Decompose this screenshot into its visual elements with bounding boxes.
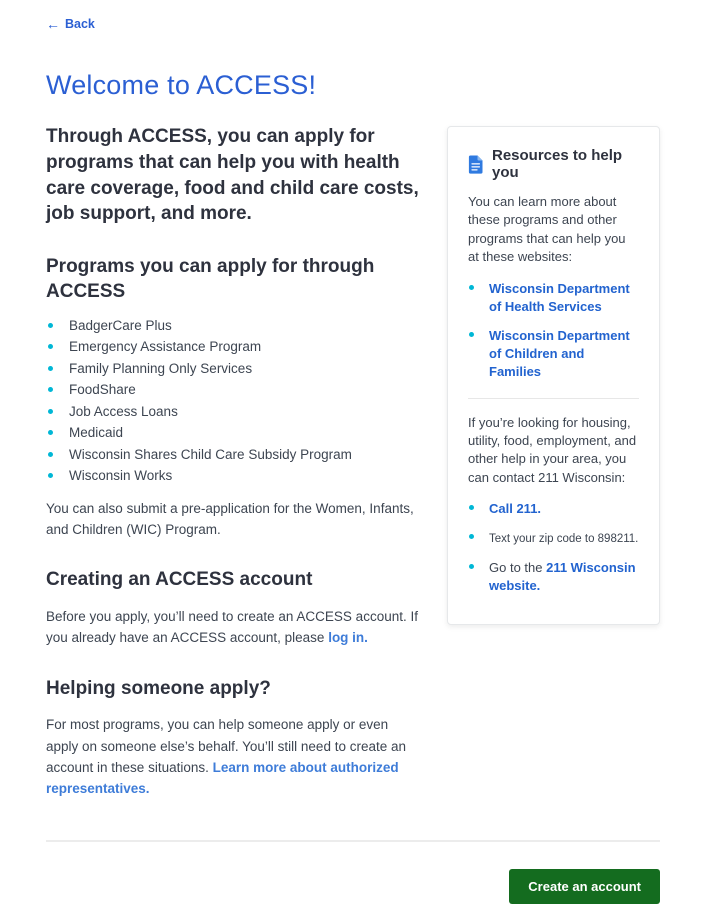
program-item: Wisconsin Works: [46, 467, 422, 485]
helping-text: For most programs, you can help someone apply or even apply on someone else’s behalf. You’ll still need to create an account in these situations.: [46, 717, 406, 776]
authorized-representatives-link[interactable]: Learn more about authorized representatives.: [46, 760, 399, 797]
program-item: Medicaid: [46, 424, 422, 442]
area-help-text: If you’re looking for housing, utility, food, employment, and other help in your area, you can contact 211 Wisconsin:: [468, 414, 637, 485]
page-title: Welcome to ACCESS!: [46, 70, 317, 100]
helping-paragraph: [46, 714, 422, 799]
resources-title: Resources to help you: [492, 147, 623, 181]
program-item: Family Planning Only Services: [46, 360, 422, 378]
contact-item-text: Go to the: [489, 560, 547, 576]
contact-link[interactable]: Call 211.: [489, 501, 542, 517]
main-content: [46, 101, 422, 800]
resource-link[interactable]: Wisconsin Department of Health Services: [489, 280, 630, 314]
content-row: [46, 101, 660, 800]
resources-card: [447, 126, 660, 625]
programs-heading: Programs you can apply for through ACCESS: [46, 256, 375, 302]
create-account-button[interactable]: Create an account: [509, 869, 660, 904]
resources-card-header: [468, 147, 639, 181]
wic-note: You can also submit a pre-application for the Women, Infants, and Children (WIC) Program.: [46, 500, 414, 538]
contact-link[interactable]: 211 Wisconsin website.: [489, 560, 636, 594]
back-link[interactable]: [46, 17, 95, 31]
footer: [46, 869, 660, 904]
account-text: Before you apply, you’ll need to create an ACCESS account. If you already have an ACCESS account, please: [46, 609, 418, 646]
back-label: Back: [65, 17, 95, 31]
resource-link[interactable]: Wisconsin Department of Children and Families: [489, 327, 630, 379]
document-icon: [468, 155, 484, 174]
left-arrow-icon: ←: [46, 16, 60, 32]
contact-item: [468, 559, 639, 595]
contact-item: [468, 500, 639, 518]
program-item: BadgerCare Plus: [46, 317, 422, 335]
resource-website-item: [468, 327, 639, 381]
log-in-link[interactable]: log in.: [328, 630, 368, 646]
program-item: Emergency Assistance Program: [46, 338, 422, 356]
resources-intro: You can learn more about these programs and other programs that can help you at these websites:: [468, 194, 626, 265]
contact-211-list: [468, 500, 639, 595]
program-item: FoodShare: [46, 381, 422, 399]
page-divider: [46, 840, 660, 842]
program-item: Wisconsin Shares Child Care Subsidy Program: [46, 446, 422, 464]
card-divider: [468, 398, 639, 399]
intro-paragraph: Through ACCESS, you can apply for programs that can help you with health care coverage, food and child care costs, job support, and more.: [46, 126, 419, 225]
helping-heading: Helping someone apply?: [46, 677, 271, 699]
account-heading: Creating an ACCESS account: [46, 569, 313, 591]
contact-item-text: Text your zip code to 898211.: [489, 533, 639, 546]
account-paragraph: [46, 606, 422, 649]
program-item: Job Access Loans: [46, 403, 422, 421]
resources-links-list: [468, 280, 639, 381]
resource-website-item: [468, 280, 639, 316]
contact-item: [468, 529, 639, 548]
programs-list: [46, 317, 422, 485]
